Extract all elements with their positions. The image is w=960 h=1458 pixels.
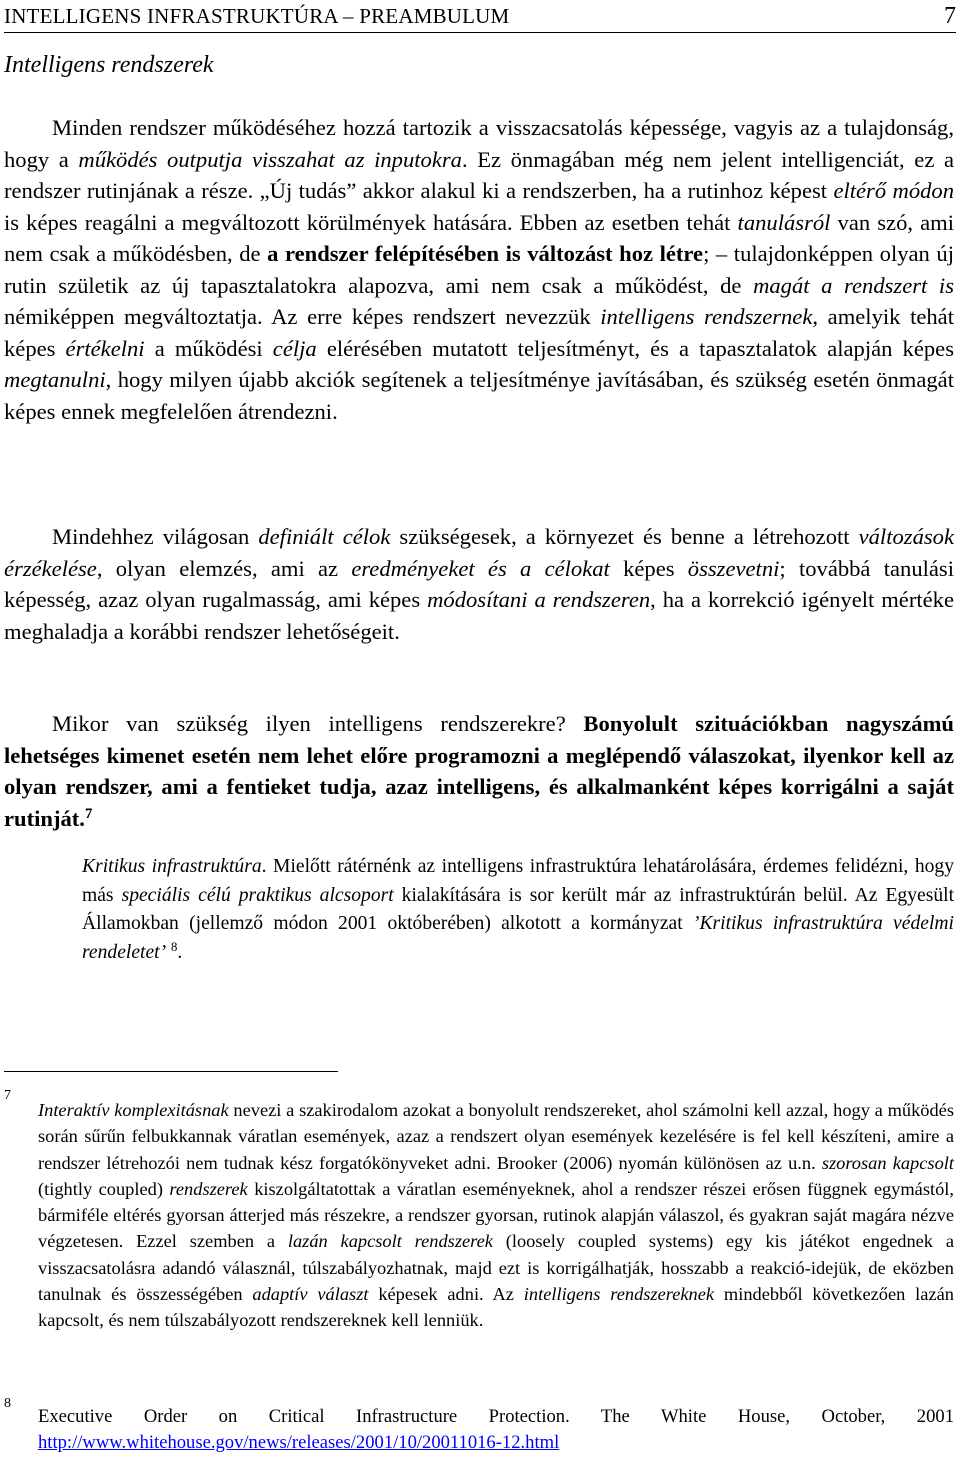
emphasis: Interaktív komplexitásnak <box>38 1100 229 1120</box>
emphasis: eltérő módon <box>833 178 955 203</box>
footnote-8 <box>38 1404 954 1456</box>
text-run: némiképpen megváltoztatja. Az erre képes rendszert nevezzük <box>4 304 601 329</box>
text-run: Minden rendszer működéséhez hozzá tartozik a visszacsatolás képessége, vagyis az a tulajdonság, hogy a <box>4 115 954 172</box>
emphasis: célja <box>272 335 317 361</box>
bold-text: a rendszer felépítésében is változást hoz létre <box>267 241 704 266</box>
emphasis: szorosan kapcsolt <box>821 1152 954 1173</box>
emphasis: ’Kritikus infrastruktúra védelmi rendeletet’ <box>82 913 954 963</box>
emphasis: értékelni <box>65 335 145 361</box>
text-run: is képes reagálni a megváltozott körülmények hatására. Ebben az esetben tehát <box>4 209 738 235</box>
emphasis: definiált célok <box>258 524 391 549</box>
paragraph-when-needed <box>4 708 954 834</box>
text-run: . <box>177 941 183 963</box>
footnote-ref-7[interactable]: 7 <box>84 805 93 822</box>
text-run: kialakítására is sor került már az infrastruktúrán belül. Az Egyesült Államokban (jellemző módon 2001 októberében) alkotott a kormányzat <box>82 884 955 934</box>
text-run: , ha a korrekció igényelt mértéke meghaladja a korábbi rendszer lehetőségeit. <box>4 587 954 644</box>
emphasis: adaptív választ <box>252 1284 369 1305</box>
emphasis: eredményeket és a célokat <box>351 555 610 581</box>
whitehouse-link[interactable]: http://www.whitehouse.gov/news/releases/2001/10/20011016-12.html <box>38 1432 560 1453</box>
emphasis: speciális célú praktikus alcsoport <box>121 884 394 906</box>
document-page: INTELLIGENS INFRASTRUKTÚRA – PREAMBULUM 7 Intelligens rendszerek Minden rendszer működéséhez hozzá tartozik a visszacsatolás képessége, vagyis az a tulajdonság, hogy a működés outputja visszahat az inputokra. Ez önmagában még nem jelent intelligenciát, ez a rendszer rutinjának a része. „Új tudás” akkor alakul ki a rendszerben, ha a rutinhoz képest eltérő módon is képes reagálni a megváltozott körülmények hatására. Ebben az esetben tehát tanulásról van szó, ami nem csak a működésben, de a rendszer felépítésében is változást hoz létre; – tulajdonképpen olyan új rutin születik az új tapasztalatokra alapozva, ami nem csak a működést, de magát a rendszert is némiképpen megváltoztatja. Az erre képes rendszert nevezzük intelligens rendszernek, amelyik tehát képes értékelni a működési célja elérésében mutatott teljesítményt, és a tapasztalatok alapján képes megtanulni, hogy milyen újabb akciók segítenek a teljesítménye javításában, és szükség esetén önmagát képes ennek megfelelően átrendezni. Mindehhez világosan definiált célok szükségesek, a környezet és benne a létrehozott változások érzékelése, olyan elemzés, ami az eredményeket és a célokat képes összevetni; továbbá tanulási képesség, azaz olyan rugalmasság, ami képes módosítani a rendszeren, ha a korrekció igényelt mértéke meghaladja a korábbi rendszer lehetőségeit. Mikor van szükség ilyen intelligens rendszerekre? Bonyolult szituációkban nagyszámú lehetséges kimenet esetén nem lehet előre programozni a meglépendő válaszokat, ilyenkor kell az olyan rendszer, ami a fentieket tudja, azaz intelligens, és alkalmanként képes korrigálni a saját rutinját.$^7$ Kritikus infrastruktúra. Mielőtt rátérnénk az intelligens infrastruktúra lehatárolására, érdemes felidézni, hogy más speciális célú praktikus alcsoport kialakítására is sor került már az infrastruktúrán belül. Az Egyesült Államokban (jellemző módon 2001 októberében) alkotott a kormányzat ’Kritikus infrastruktúra védelmi rendeletet’ $^8$. 7 Interaktív komplexitásnak nevezi a szakirodalom azokat a bonyolult rendszereket, ahol számolni kell azzal, hogy a működés során sűrűn felbukkannak váratlan események, azaz a rendszert olyan események kezelésére is fel kell készíteni, amire a rendszer létrehozói nem tudnak kész forgatókönyveket adni. Brooker (2006) nyomán különösen az u.n. szorosan kapcsolt (tightly coupled) rendszerek kiszolgáltatottak a váratlan eseményeknek, ahol a rendszer részei erősen függnek egymástól, bármiféle eltérés gyorsan átterjed más részekre, a rendszer gyorsan, rutinok alapján válaszol, és gyakran saját magára nézve végzetesen. Ezzel szemben a lazán kapcsolt rendszerek (loosely coupled systems) egy kis játékot engednek a visszacsatolásra adandó válasznál, túlszabályozhatnak, majd ezt is korrigálhatják, hosszabb a reakció-idejük, de eközben tanulnak és összességében adaptív választ képesek adni. Az intelligens rendszereknek mindebből következően lazán kapcsolt, és nem túlszabályozott rendszereknek kell lenniük. 8 Executive Order on Critical Infrastructure Protection. The White House, October, 2001 http://www.whitehouse.gov/news/releases/2001/10/20011016-12.html <box>0 0 960 1458</box>
text-run: nevezi a szakirodalom azokat a bonyolult rendszereket, ahol számolni kell azzal, hogy a működés során sűrűn felbukkannak váratlan események, azaz a rendszert olyan események kezelésére is fel kell készíteni, amire a rendszer létrehozói nem tudnak kész forgatókönyveket adni. Brooker (2006) nyomán különösen az u.n. <box>38 1100 954 1173</box>
bold-text: Bonyolult szituációkban nagyszámú lehetséges kimenet esetén nem lehet előre programozni a meglépendő válaszokat, ilyenkor kell az olyan rendszer, ami a fentieket tudja, azaz intelligens, és alkalmanként képes korrigálni a saját rutinját. <box>4 711 954 831</box>
emphasis: változások érzékelése <box>4 524 954 581</box>
section-title: Intelligens rendszerek <box>4 52 214 78</box>
text-run: , amelyik tehát képes <box>4 304 954 361</box>
footnote-ref-8[interactable]: 8 <box>171 939 178 954</box>
text-run: . Mielőtt rátérnénk az intelligens infrastruktúra lehatárolására, érdemes felidézni, hogy más <box>82 856 955 906</box>
emphasis: tanulásról <box>737 209 831 235</box>
paragraph-requirements <box>4 521 954 647</box>
emphasis: működés outputja visszahat az inputokra <box>78 146 462 172</box>
emphasis: összevetni <box>687 555 780 581</box>
footnote-separator <box>4 1071 338 1072</box>
text-run: a működési <box>144 335 273 361</box>
text-run: szükségesek, a környezet és benne a létrehozott <box>390 524 859 549</box>
text-run: képes <box>609 555 688 581</box>
footnote-7 <box>38 1097 954 1334</box>
emphasis: intelligens rendszereknek <box>523 1284 715 1305</box>
running-title: INTELLIGENS INFRASTRUKTÚRA – PREAMBULUM <box>4 4 510 28</box>
emphasis: rendszerek <box>169 1178 248 1199</box>
emphasis: módosítani a rendszeren <box>427 587 651 612</box>
text-run: (loosely coupled systems) egy kis játékot engednek a visszacsatolásra adandó válasznál, túlszabályozhatnak, majd ezt is korrigálhatják, hosszabb a reakció-idejük, de eközben tanulnak és összességében <box>38 1231 954 1305</box>
text-run: Mindehhez világosan <box>52 524 259 549</box>
running-header <box>4 2 956 33</box>
text-run: elérésében mutatott teljesítményt, és a tapasztalatok alapján képes <box>316 335 954 361</box>
emphasis: megtanulni <box>4 367 106 392</box>
text-run: Mikor van szükség ilyen intelligens rendszerekre? <box>52 711 584 736</box>
paragraph-feedback <box>4 112 954 427</box>
emphasis: magát a rendszert is <box>753 272 954 298</box>
text-run: , hogy milyen újabb akciók segítenek a teljesítménye javításában, és szükség esetén önmagát képes ennek megfelelően átrendezni. <box>4 367 954 424</box>
text-run: ; továbbá tanulási képesség, azaz olyan rugalmasság, ami képes <box>4 555 955 612</box>
text-run: van szó, ami nem csak a működésben, de <box>4 209 954 266</box>
emphasis: Kritikus infrastruktúra <box>82 856 262 877</box>
paragraph-critical-infrastructure <box>82 853 954 967</box>
text-run: (tightly coupled) <box>38 1178 170 1199</box>
text-run: , olyan elemzés, ami az <box>96 555 352 581</box>
text-run: kiszolgáltatottak a váratlan eseményeknek, ahol a rendszer részei erősen függnek egymástól, bármiféle eltérés gyorsan átterjed más részekre, a rendszer gyorsan, rutinok alapján válaszol, és gyakran saját magára nézve végzetesen. Ezzel szemben a <box>38 1178 955 1252</box>
text-run: mindebből következően lazán kapcsolt, és nem túlszabályozott rendszereknek kell lenniük. <box>38 1284 954 1331</box>
emphasis: intelligens rendszernek <box>600 304 813 329</box>
text-run: Executive Order on Critical Infrastructure Protection. The White House, October, 2001 <box>38 1406 954 1427</box>
text-run: ; – tulajdonképpen olyan új rutin születik az új tapasztalatokra alapozva, ami nem csak a működést, de <box>4 241 954 298</box>
text-run: . Ez önmagában még nem jelent intelligenciát, ez a rendszer rutinjának a része. „Új tudás” akkor alakul ki a rendszerben, ha a rutinhoz képest <box>4 146 954 203</box>
text-run: képesek adni. Az <box>368 1284 524 1305</box>
emphasis: lazán kapcsolt rendszerek <box>287 1231 493 1252</box>
page-number: 7 <box>944 3 956 29</box>
